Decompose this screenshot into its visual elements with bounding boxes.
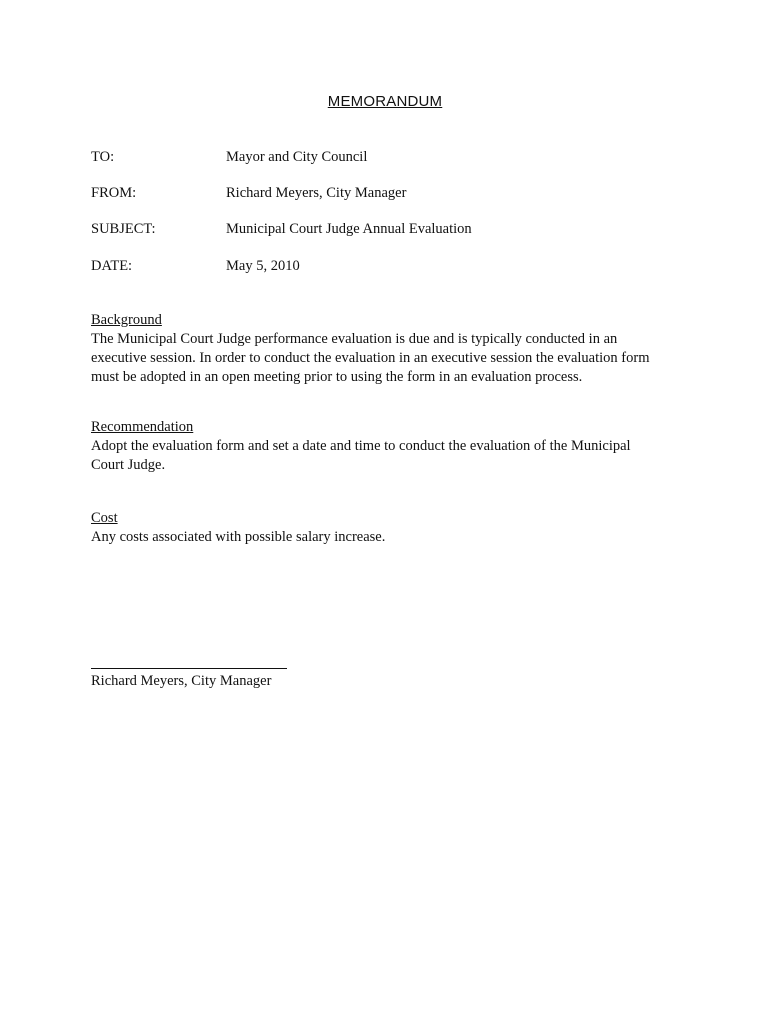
subject-value: Municipal Court Judge Annual Evaluation	[226, 221, 472, 237]
date-value: May 5, 2010	[226, 258, 300, 274]
recommendation-line-2: Court Judge.	[91, 457, 166, 473]
background-heading: Background	[91, 312, 162, 328]
date-label: DATE:	[91, 258, 133, 274]
date-row	[91, 257, 691, 277]
recommendation-heading: Recommendation	[91, 419, 194, 435]
from-value: Richard Meyers, City Manager	[226, 185, 407, 201]
to-label: TO:	[91, 149, 115, 165]
recommendation-section	[91, 418, 691, 475]
recommendation-line-1: Adopt the evaluation form and set a date and time to conduct the evaluation of the Municipal	[91, 438, 631, 454]
signature-name: Richard Meyers, City Manager	[91, 673, 272, 689]
background-line-1: The Municipal Court Judge performance evaluation is due and is typically conducted in an	[91, 331, 618, 347]
background-section	[91, 311, 691, 387]
cost-section	[91, 509, 691, 547]
background-line-3: must be adopted in an open meeting prior to using the form in an evaluation process.	[91, 369, 583, 385]
from-row	[91, 184, 691, 204]
from-label: FROM:	[91, 185, 137, 201]
subject-row	[91, 220, 691, 240]
subject-label: SUBJECT:	[91, 221, 156, 237]
to-value: Mayor and City Council	[226, 149, 368, 165]
cost-heading: Cost	[91, 510, 118, 526]
signature-line	[91, 668, 287, 669]
to-row	[91, 148, 691, 168]
page-title: MEMORANDUM	[327, 93, 443, 110]
background-line-2: executive session. In order to conduct the evaluation in an executive session the evaluation form	[91, 350, 650, 366]
cost-line-1: Any costs associated with possible salary increase.	[91, 529, 386, 545]
